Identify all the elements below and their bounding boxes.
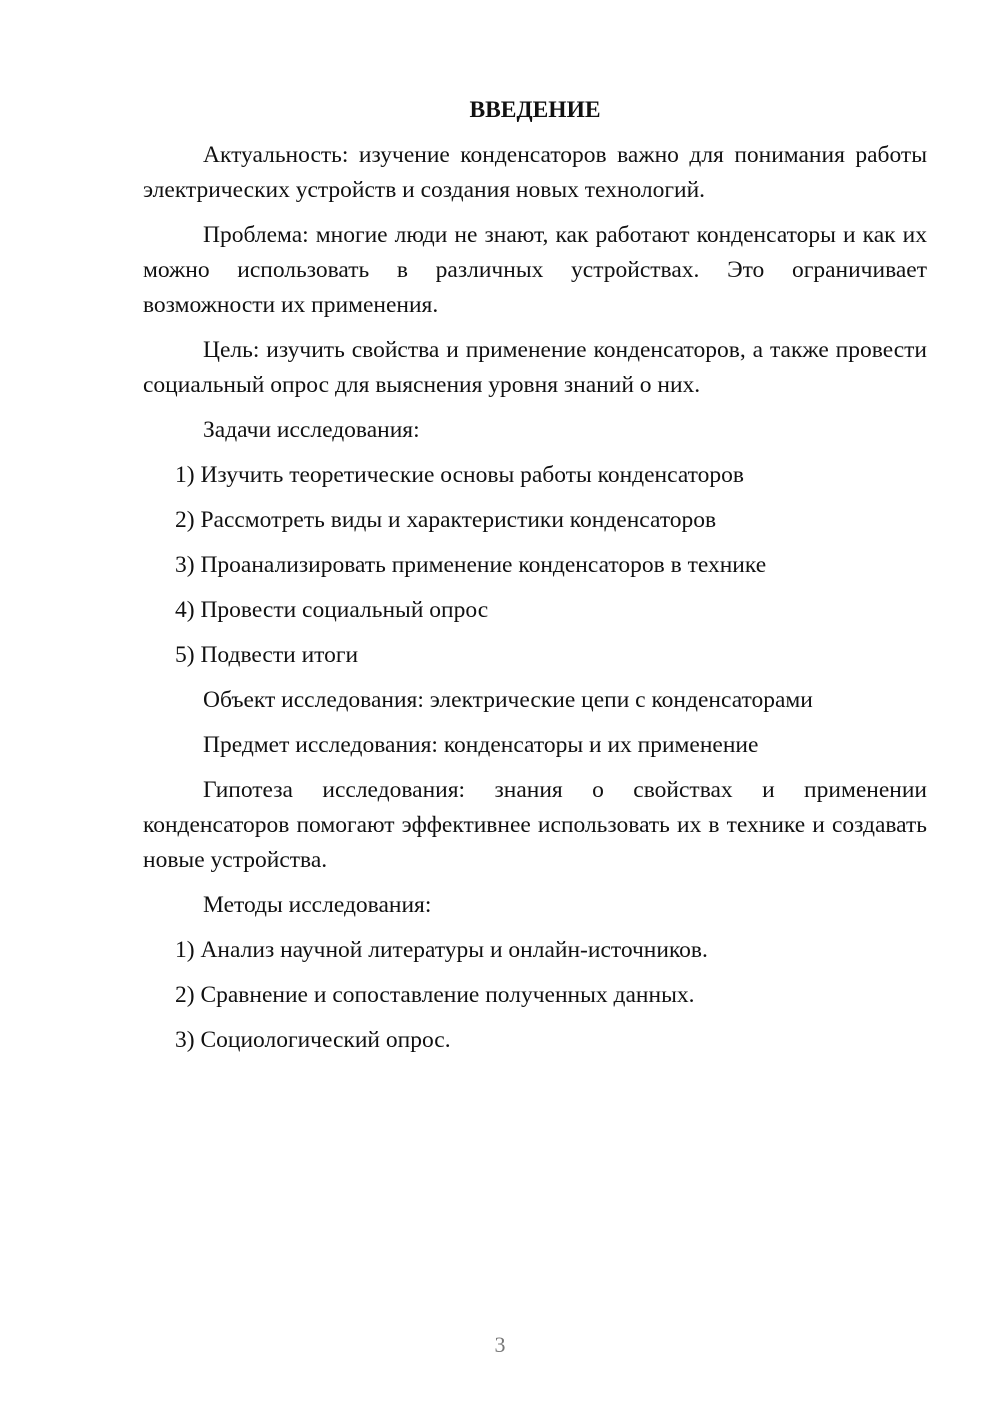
page-number: 3	[494, 1332, 506, 1357]
hypothesis-paragraph: Гипотеза исследования: знания о свойствах и применении конденсаторов помогают эффективнее использовать их в технике и создавать новые устройства.	[143, 777, 927, 873]
tasks-list	[143, 458, 927, 673]
task-item: 1) Изучить теоретические основы работы конденсаторов	[175, 462, 744, 488]
goal-paragraph: Цель: изучить свойства и применение конденсаторов, а также провести социальный опрос для выяснения уровня знаний о них.	[143, 337, 927, 398]
method-item: 2) Сравнение и сопоставление полученных данных.	[175, 982, 695, 1008]
subject-paragraph: Предмет исследования: конденсаторы и их применение	[203, 732, 759, 758]
section-title: ВВЕДЕНИЕ	[469, 97, 601, 123]
document-page	[143, 92, 927, 1068]
method-item: 1) Анализ научной литературы и онлайн-источников.	[175, 937, 708, 963]
methods-list	[143, 933, 927, 1058]
task-item: 5) Подвести итоги	[175, 642, 359, 668]
methods-heading: Методы исследования:	[203, 892, 432, 918]
tasks-heading: Задачи исследования:	[203, 417, 420, 443]
problem-paragraph: Проблема: многие люди не знают, как работают конденсаторы и как их можно использовать в различных устройствах. Это ограничивает возможности их применения.	[143, 222, 927, 318]
method-item: 3) Социологический опрос.	[175, 1027, 451, 1053]
task-item: 4) Провести социальный опрос	[175, 597, 489, 623]
task-item: 3) Проанализировать применение конденсаторов в технике	[175, 552, 767, 578]
relevance-paragraph: Актуальность: изучение конденсаторов важно для понимания работы электрических устройств и создания новых технологий.	[143, 142, 927, 203]
object-paragraph: Объект исследования: электрические цепи с конденсаторами	[203, 687, 813, 713]
task-item: 2) Рассмотреть виды и характеристики конденсаторов	[175, 507, 717, 533]
